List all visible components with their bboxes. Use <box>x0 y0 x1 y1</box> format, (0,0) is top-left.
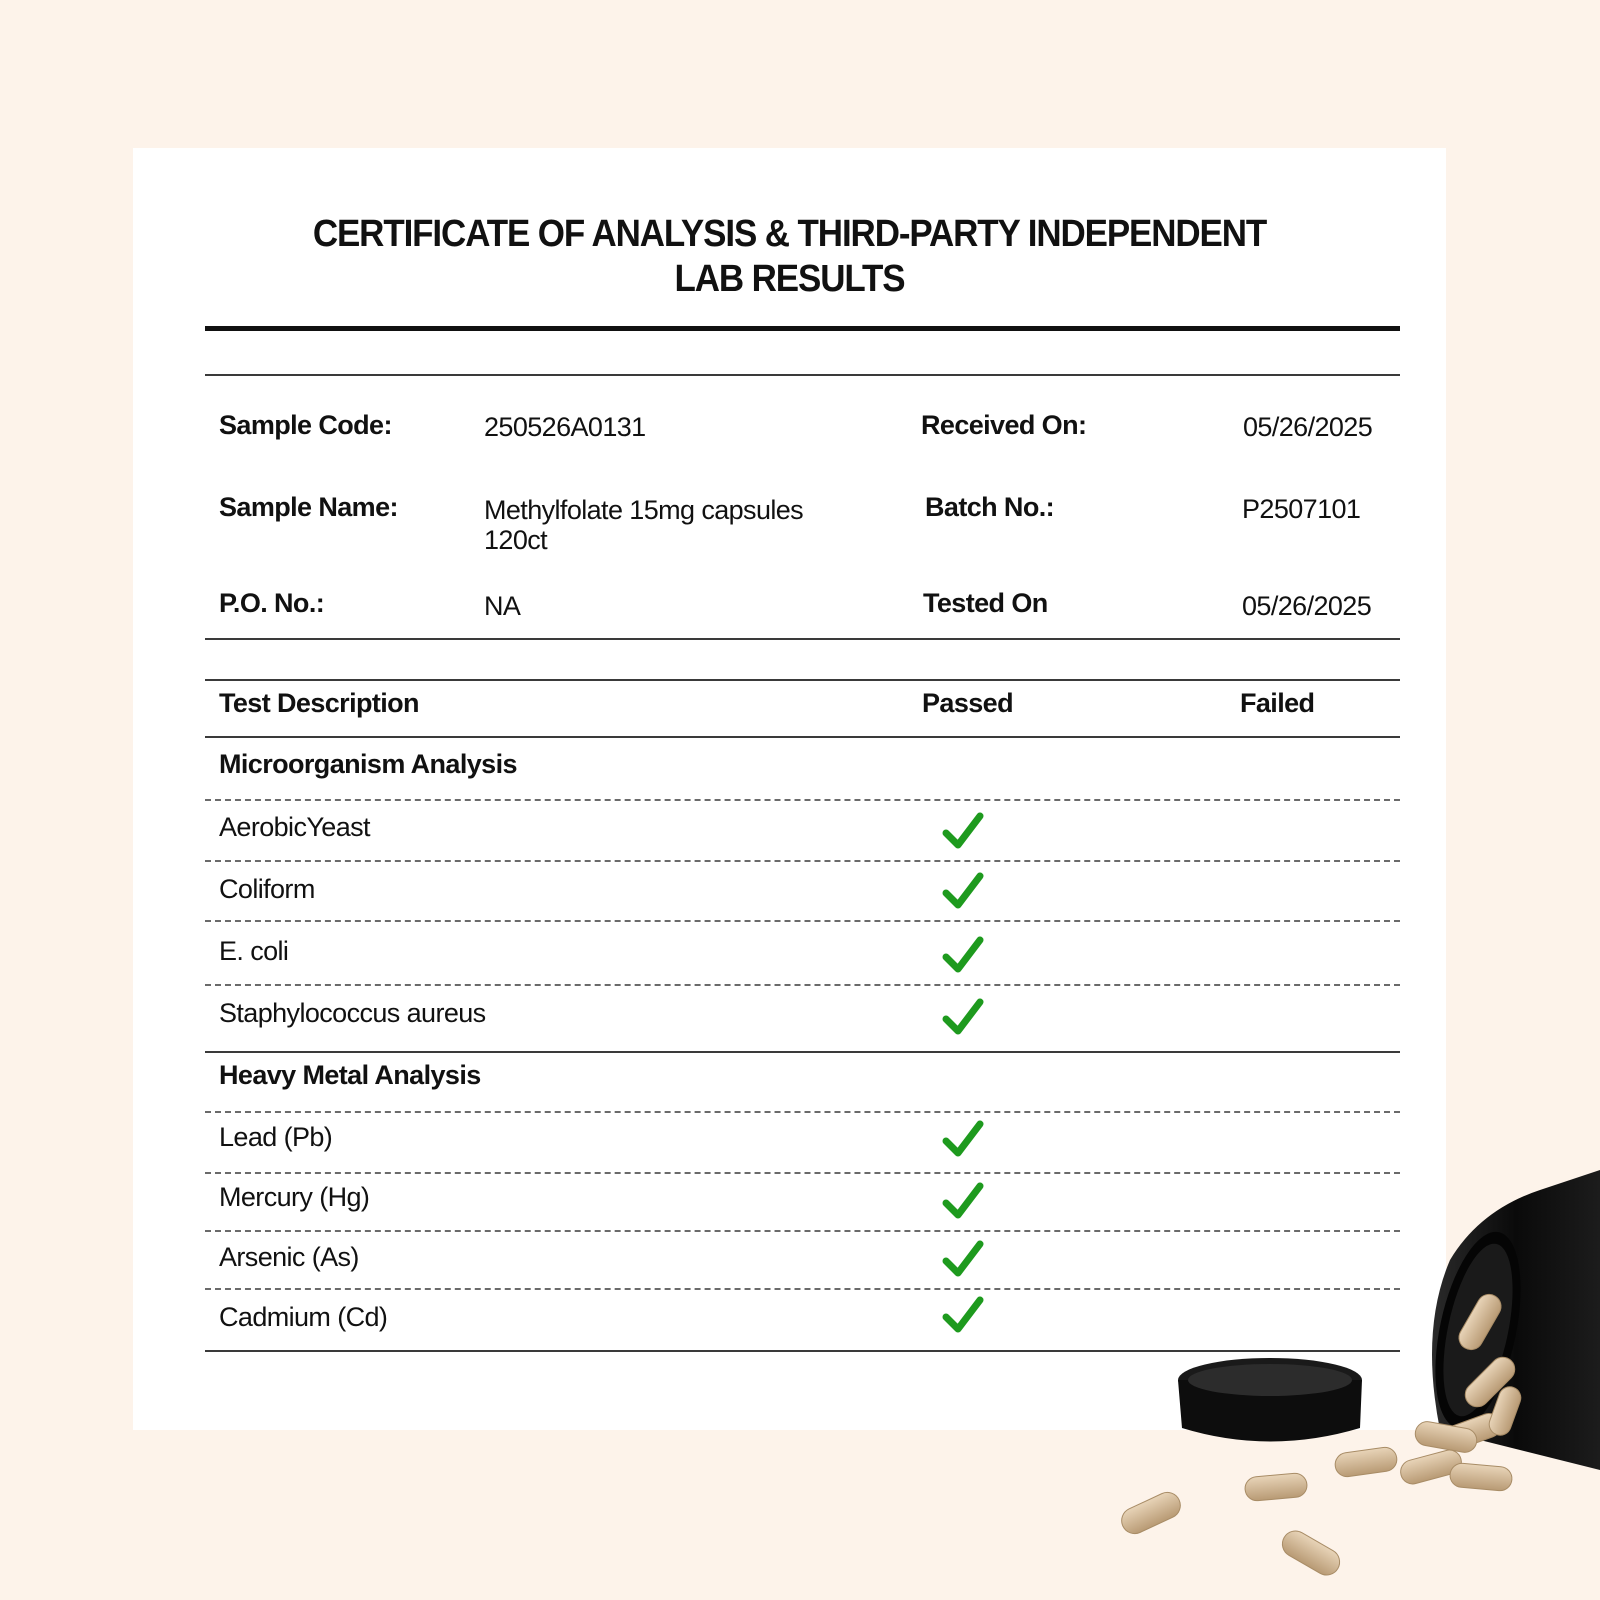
po-no-value: NA <box>484 591 521 621</box>
checkmark-icon <box>941 934 985 978</box>
received-on-label: Received On: <box>921 410 1087 440</box>
section-divider <box>205 1051 1400 1053</box>
checkmark-icon <box>941 1118 985 1162</box>
received-on-value: 05/26/2025 <box>1243 412 1373 442</box>
title-line-1: CERTIFICATE OF ANALYSIS & THIRD-PARTY INDEPENDENT <box>312 213 1267 255</box>
checkmark-icon <box>941 1294 985 1338</box>
sample-name-value-line2: 120ct <box>484 525 548 555</box>
row-divider <box>205 860 1400 862</box>
row-label-coliform: Coliform <box>219 874 315 904</box>
section-title-heavy-metal: Heavy Metal Analysis <box>219 1060 481 1090</box>
batch-no-label: Batch No.: <box>925 492 1055 522</box>
row-label-e-coli: E. coli <box>219 936 289 966</box>
row-label-arsenic: Arsenic (As) <box>219 1242 359 1272</box>
header-test-description: Test Description <box>219 688 419 718</box>
checkmark-icon <box>941 870 985 914</box>
table-top-divider <box>205 679 1400 681</box>
header-divider <box>205 736 1400 738</box>
row-divider <box>205 920 1400 922</box>
title-line-2: LAB RESULTS <box>674 258 905 300</box>
checkmark-icon <box>941 810 985 854</box>
header-passed: Passed <box>922 688 1013 718</box>
title-underline <box>205 326 1400 331</box>
row-label-mercury: Mercury (Hg) <box>219 1182 370 1212</box>
sample-name-label: Sample Name: <box>219 492 398 522</box>
row-divider <box>205 984 1400 986</box>
section-title-microorganism: Microorganism Analysis <box>219 749 517 779</box>
row-divider <box>205 1111 1400 1113</box>
sample-code-value: 250526A0131 <box>484 412 646 442</box>
supplement-bottle-capsules-icon <box>1120 1170 1600 1600</box>
tested-on-label: Tested On <box>923 588 1048 618</box>
header-failed: Failed <box>1240 688 1315 718</box>
tested-on-value: 05/26/2025 <box>1242 591 1372 621</box>
info-bottom-divider <box>205 638 1400 640</box>
row-label-lead: Lead (Pb) <box>219 1122 333 1152</box>
checkmark-icon <box>941 1238 985 1282</box>
sample-code-label: Sample Code: <box>219 410 392 440</box>
row-label-cadmium: Cadmium (Cd) <box>219 1302 388 1332</box>
checkmark-icon <box>941 1180 985 1224</box>
row-divider <box>205 799 1400 801</box>
certificate-title <box>186 212 1394 302</box>
checkmark-icon <box>941 996 985 1040</box>
sample-name-value-line1: Methylfolate 15mg capsules <box>484 495 804 525</box>
row-label-staphylococcus: Staphylococcus aureus <box>219 998 486 1028</box>
info-top-divider <box>205 374 1400 376</box>
row-label-aerobic-yeast: AerobicYeast <box>219 812 370 842</box>
batch-no-value: P2507101 <box>1242 494 1361 524</box>
po-no-label: P.O. No.: <box>219 588 325 618</box>
